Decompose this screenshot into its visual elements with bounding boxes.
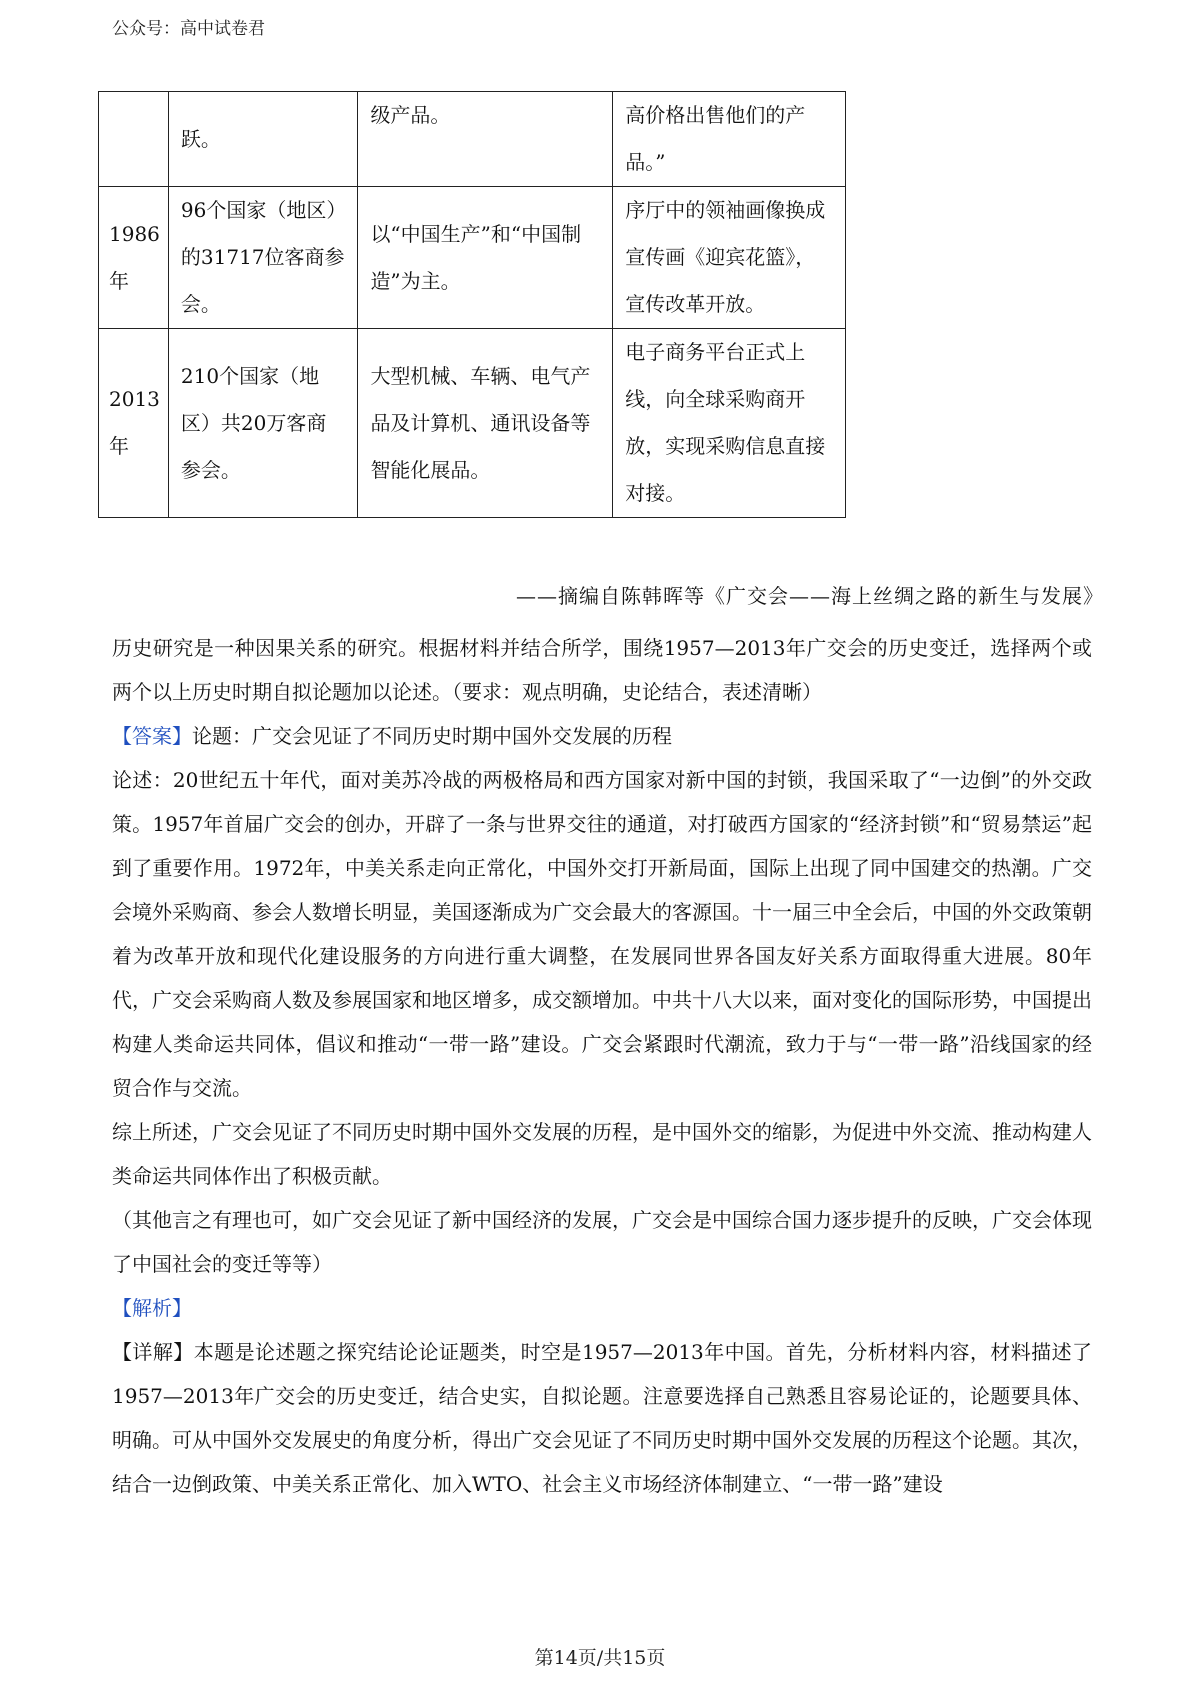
detail-tag: 【详解】 [112,1340,194,1364]
answer-argument: 论述：20世纪五十年代，面对美苏冷战的两极格局和西方国家对新中国的封锁，我国采取了“一边倒”的外交政策。1957年首届广交会的创办，开辟了一条与世界交往的通道，对打破西方国家的“经济封锁”和“贸易禁运”起到了重要作用。1972年，中美关系走向正常化，中国外交打开新局面，国际上出现了同中国建交的热潮。广交会境外采购商、参会人数增长明显，美国逐渐成为广交会最大的客源国。十一届三中全会后，中国的外交政策朝着为改革开放和现代化建设服务的方向进行重大调整，在发展同世界各国友好关系方面取得重大进展。80年代，广交会采购商人数及参展国家和地区增多，成交额增加。中共十八大以来，面对变化的国际形势，中国提出构建人类命运共同体，倡议和推动“一带一路”建设。广交会紧跟时代潮流，致力于与“一带一路”沿线国家的经贸合作与交流。 [112,768,1092,1100]
answer-thesis [112,714,1092,758]
question-text: 历史研究是一种因果关系的研究。根据材料并结合所学，围绕1957—2013年广交会的历史变迁，选择两个或两个以上历史时期自拟论题加以论述。（要求：观点明确，史论结合，表述清晰） [112,636,1092,704]
table-row [99,92,846,187]
products-cell: 大型机械、车辆、电气产品及计算机、通讯设备等智能化展品。 [358,329,613,518]
analysis-tag: 【解析】 [112,1296,192,1320]
participation-cell: 96个国家（地区）的31717位客商参会。 [168,187,358,329]
analysis-detail [112,1330,1092,1506]
other-cell: 序厅中的领袖画像换成宣传画《迎宾花篮》，宣传改革开放。 [613,187,846,329]
answer-summary: 综上所述，广交会见证了不同历史时期中国外交发展的历程，是中国外交的缩影，为促进中外交流、推动构建人类命运共同体作出了积极贡献。 [112,1120,1092,1188]
detail-text: 本题是论述题之探究结论论证题类，时空是1957—2013年中国。首先，分析材料内容，材料描述了1957—2013年广交会的历史变迁，结合史实，自拟论题。注意要选择自己熟悉且容易论证的，论题要具体、明确。可从中国外交发展史的角度分析，得出广交会见证了不同历史时期中国外交发展的历程这个论题。其次，结合一边倒政策、中美关系正常化、加入WTO、社会主义市场经济体制建立、“一带一路”建设 [112,1340,1093,1496]
table-row [99,329,846,518]
participation-cell: 跃。 [168,92,358,187]
material-source: ——摘编自陈韩晖等《广交会——海上丝绸之路的新生与发展》 [516,584,1104,608]
main-text [112,626,1092,1506]
other-cell: 高价格出售他们的产品。” [613,92,846,187]
page-footer: 第14页/共15页 [534,1647,666,1669]
thesis-text: 论题：广交会见证了不同历史时期中国外交发展的历程 [192,724,672,748]
products-cell: 级产品。 [358,92,613,187]
page-header: 公众号：高中试卷君 [112,19,265,39]
participation-cell: 210个国家（地区）共20万客商参会。 [168,329,358,518]
analysis-heading [112,1286,1092,1330]
answer-note: （其他言之有理也可，如广交会见证了新中国经济的发展，广交会是中国综合国力逐步提升的反映，广交会体现了中国社会的变迁等等） [112,1208,1092,1276]
year-cell: 2013年 [99,329,169,518]
year-cell: 1986年 [99,187,169,329]
answer-tag: 【答案】 [112,724,192,748]
material-table [98,91,846,518]
year-cell [99,92,169,187]
other-cell: 电子商务平台正式上线，向全球采购商开放，实现采购信息直接对接。 [613,329,846,518]
products-cell: 以“中国生产”和“中国制造”为主。 [358,187,613,329]
table-row [99,187,846,329]
